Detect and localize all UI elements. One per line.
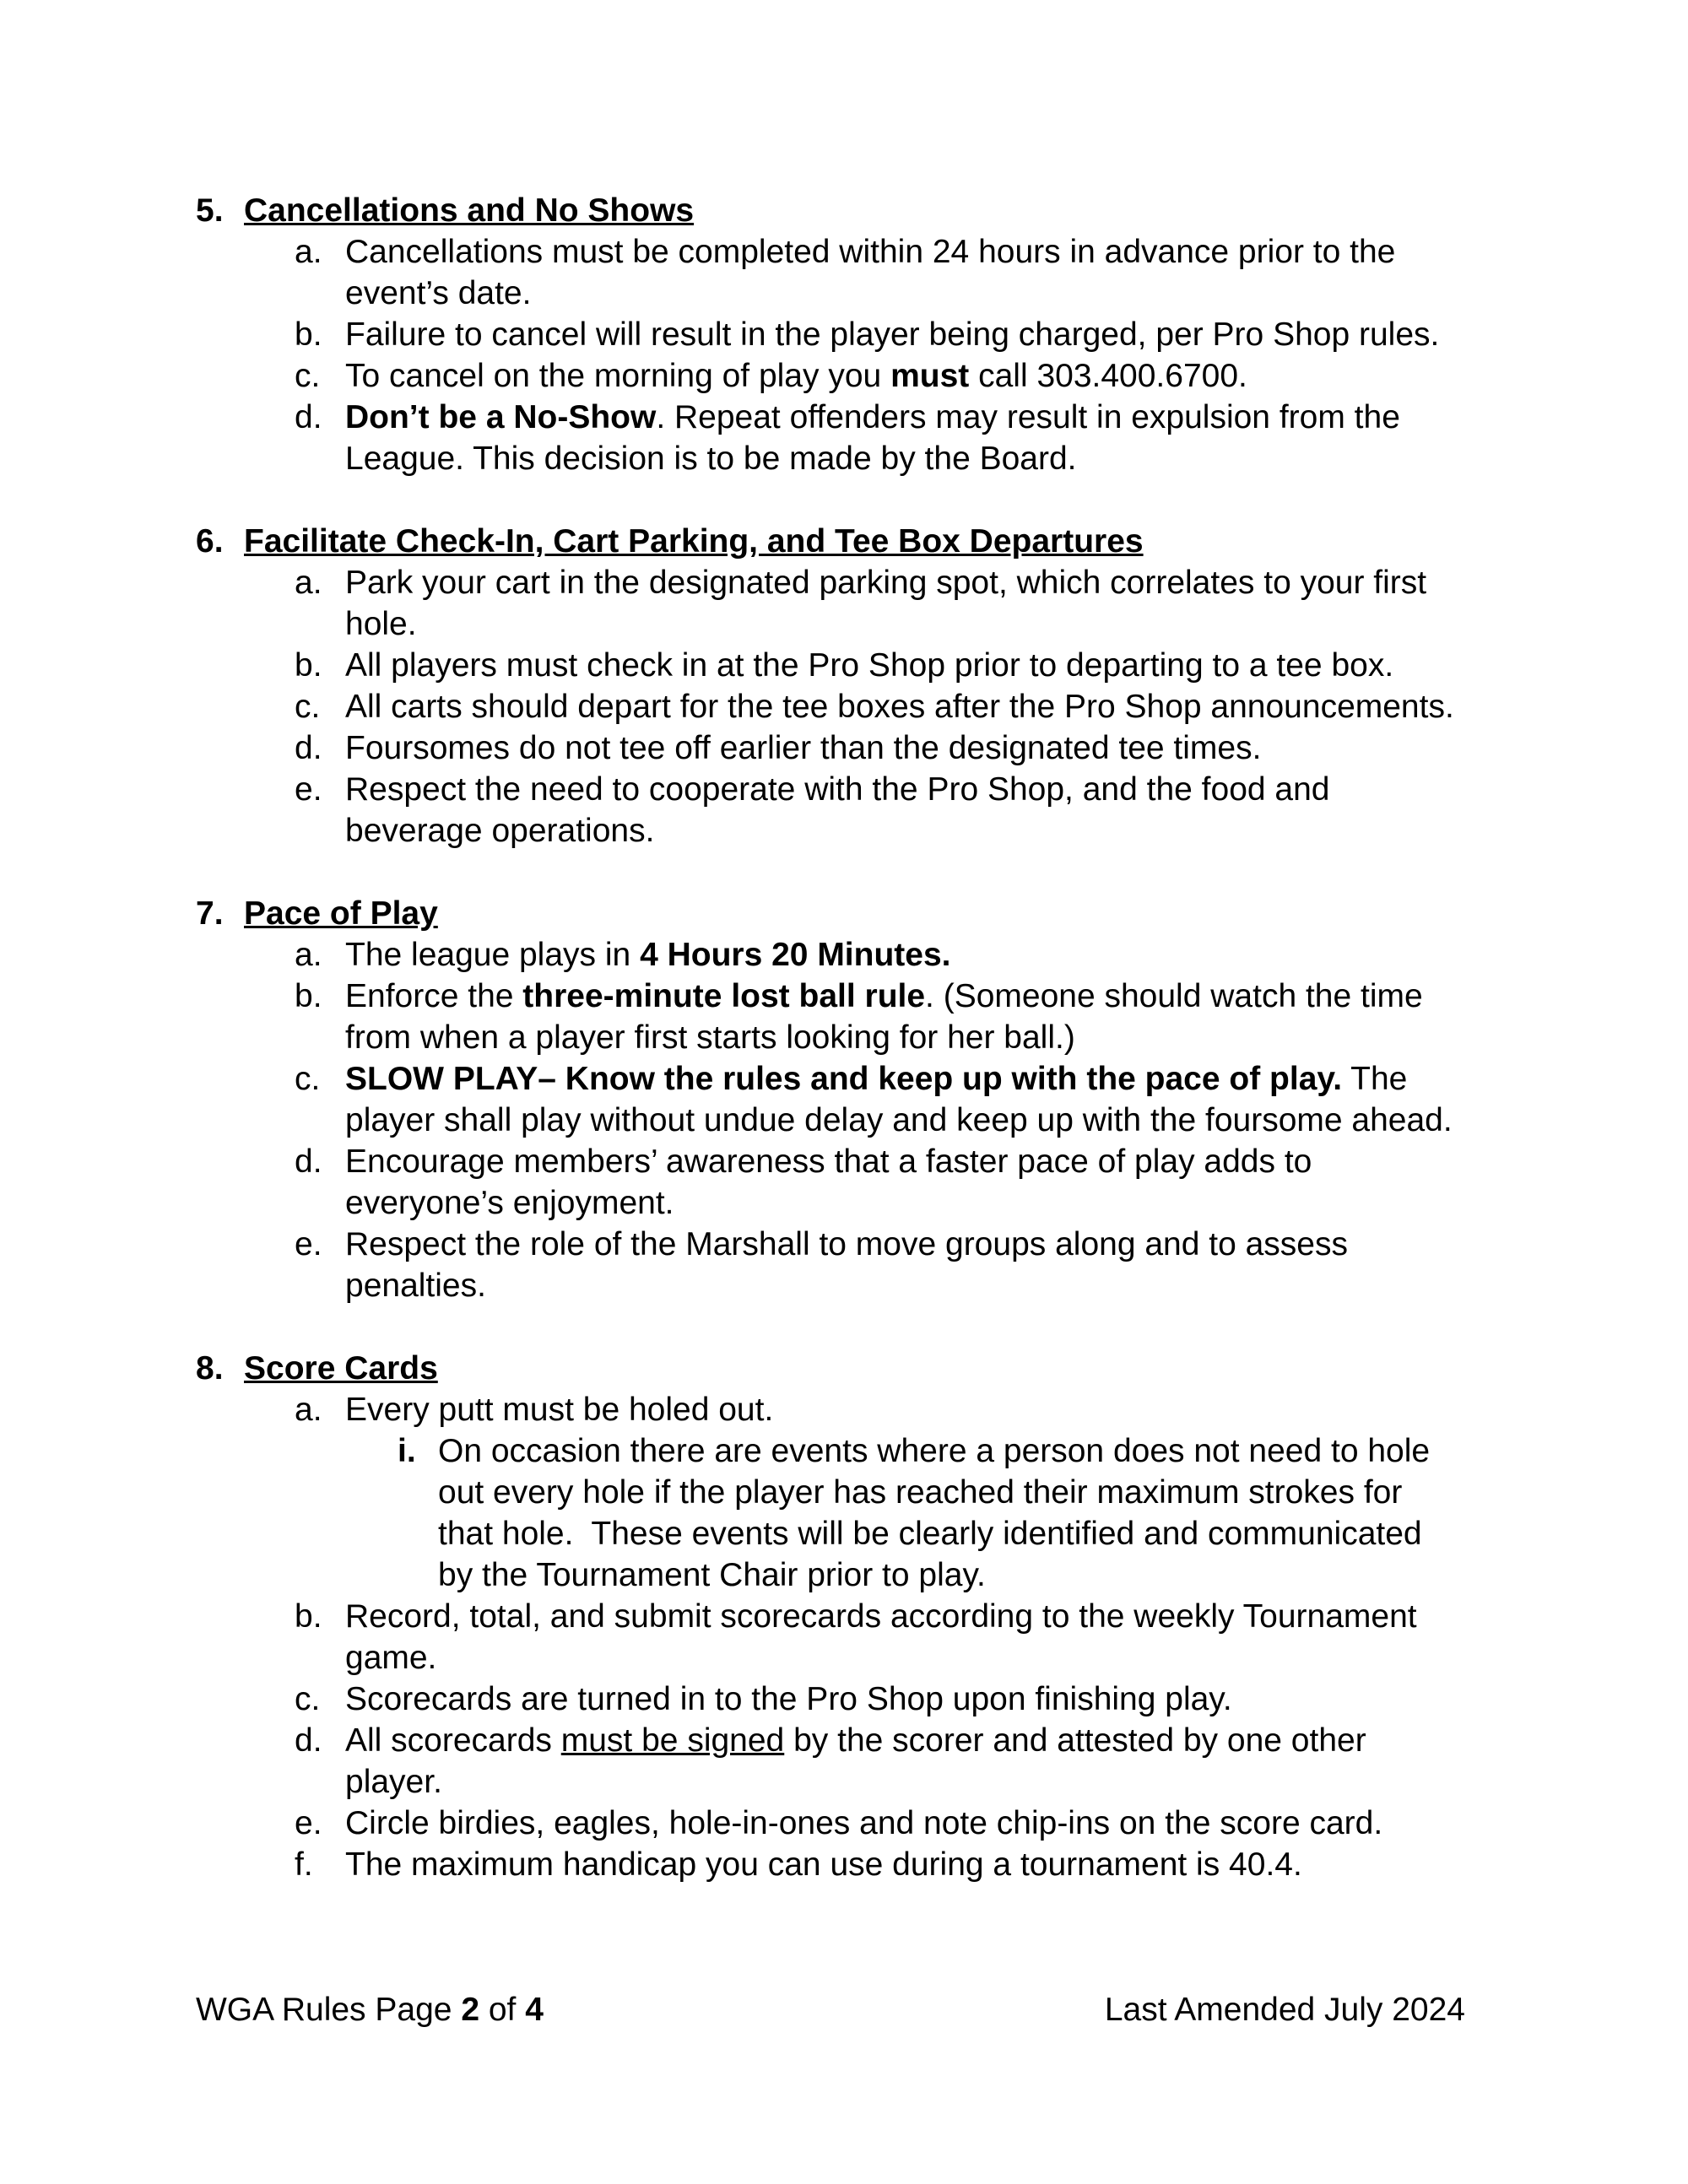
list-item-text: [345, 769, 1465, 851]
section-title: Pace of Play: [244, 895, 438, 932]
list-item-text: [345, 1803, 1465, 1844]
list-item: [295, 727, 1465, 769]
section-heading: [196, 1348, 1465, 1389]
section-number: 5.: [196, 192, 224, 229]
text-run: To cancel on the morning of play you: [345, 358, 891, 394]
sub-list-item: [398, 1430, 1465, 1596]
list-item-text: [345, 686, 1465, 727]
text-run: three-minute lost ball rule: [522, 978, 926, 1014]
text-run: by the scorer and attested by one other player.: [345, 1722, 1366, 1800]
list-item-label: f.: [295, 1846, 313, 1883]
rules-section: [196, 190, 1465, 479]
list-item-text: [345, 1679, 1465, 1720]
list-item-label: a.: [295, 565, 322, 601]
section-number: 7.: [196, 895, 224, 932]
text-run: call 303.400.6700.: [969, 358, 1247, 394]
list-item-text: [345, 355, 1465, 397]
section-title: Score Cards: [244, 1350, 438, 1387]
list-item-label: a.: [295, 937, 322, 973]
footer-right: Last Amended July 2024: [1104, 1992, 1465, 2028]
list-item-label: c.: [295, 689, 321, 725]
list-item-text: [345, 231, 1465, 314]
text-run: All players must check in at the Pro Shop prior to departing to a tee box.: [345, 647, 1394, 684]
list-item-text: [345, 645, 1465, 686]
text-run: All carts should depart for the tee boxes after the Pro Shop announcements.: [345, 689, 1454, 725]
text-run: Encourage members’ awareness that a faster pace of play adds to everyone’s enjoyment.: [345, 1143, 1312, 1221]
list-item-text: [345, 1141, 1465, 1224]
sub-list-item-label: i.: [398, 1433, 416, 1469]
text-run: . (Someone should watch the time from when a player first starts looking for her ball.): [345, 978, 1423, 1056]
section-title: Facilitate Check-In, Cart Parking, and Tee Box Departures: [244, 523, 1144, 560]
list-item-label: b.: [295, 1598, 322, 1635]
text-run: Enforce the: [345, 978, 523, 1014]
list-item-text: [345, 562, 1465, 645]
text-run: Every putt must be holed out.: [345, 1392, 774, 1428]
list-item: [295, 314, 1465, 355]
list-item-label: d.: [295, 1143, 322, 1180]
list-item-text: [345, 1720, 1465, 1803]
text-run: Failure to cancel will result in the player being charged, per Pro Shop rules.: [345, 316, 1440, 353]
section-number: 8.: [196, 1350, 224, 1387]
list-item: [295, 397, 1465, 479]
sub-list-item-text: [438, 1430, 1465, 1596]
text-run: must: [890, 358, 970, 394]
sections: [196, 190, 1465, 1885]
list-item: [295, 769, 1465, 851]
section-number: 6.: [196, 523, 224, 560]
text-run: Respect the role of the Marshall to move groups along and to assess penalties.: [345, 1226, 1348, 1304]
list-item-text: [345, 727, 1465, 769]
list-item-label: a.: [295, 234, 322, 270]
list-item: [295, 686, 1465, 727]
list-item: [295, 1058, 1465, 1141]
rules-section: [196, 521, 1465, 851]
section-heading: [196, 521, 1465, 562]
list-item-label: d.: [295, 399, 322, 435]
text-run: The maximum handicap you can use during a tournament is 40.4.: [345, 1846, 1302, 1883]
list-item: [295, 976, 1465, 1058]
list-item-label: b.: [295, 647, 322, 684]
list-item: [295, 355, 1465, 397]
list-item: [295, 645, 1465, 686]
text-run: Park your cart in the designated parking spot, which correlates to your first hole.: [345, 565, 1427, 642]
text-run: 2: [461, 1992, 480, 2028]
list-item-text: [345, 397, 1465, 479]
text-run: Respect the need to cooperate with the Pro Shop, and the food and beverage operations.: [345, 771, 1330, 849]
list-item-label: c.: [295, 358, 321, 394]
text-run: 4 Hours 20 Minutes.: [640, 937, 951, 973]
text-run: Don’t be a No-Show: [345, 399, 657, 435]
list-item-text: [345, 1844, 1465, 1885]
list-item: [295, 934, 1465, 976]
text-run: 4: [525, 1992, 544, 2028]
list-item: [295, 1679, 1465, 1720]
list-item: [295, 1803, 1465, 1844]
footer-left: [196, 1989, 544, 2030]
list-item-label: a.: [295, 1392, 322, 1428]
list-item-label: b.: [295, 978, 322, 1014]
list-item-text: [345, 1596, 1465, 1679]
list-item-text: [345, 934, 1465, 976]
section-heading: [196, 190, 1465, 231]
list-item-label: d.: [295, 730, 322, 766]
text-run: must be signed: [560, 1722, 785, 1759]
list-item-text: [345, 1389, 1465, 1596]
text-run: The player shall play without undue delay and keep up with the foursome ahead.: [345, 1061, 1453, 1138]
text-run: Record, total, and submit scorecards according to the weekly Tournament game.: [345, 1598, 1417, 1676]
list-item: [295, 1596, 1465, 1679]
list-item-label: e.: [295, 1226, 322, 1262]
list-item-label: e.: [295, 1805, 322, 1841]
list-item: [295, 1224, 1465, 1306]
list-item-label: c.: [295, 1681, 321, 1717]
text-run: Cancellations must be completed within 24 hours in advance prior to the event’s date.: [345, 234, 1396, 311]
list-item-label: b.: [295, 316, 322, 353]
list-item: [295, 1844, 1465, 1885]
document-body: [196, 190, 1465, 1885]
text-run: Circle birdies, eagles, hole-in-ones and note chip-ins on the score card.: [345, 1805, 1383, 1841]
text-run: The league plays in: [345, 937, 641, 973]
list-item-label: d.: [295, 1722, 322, 1759]
page-footer: [196, 1989, 1465, 2030]
list-item-label: c.: [295, 1061, 321, 1097]
list-item: [295, 231, 1465, 314]
list-item-label: e.: [295, 771, 322, 808]
text-run: WGA Rules Page: [196, 1992, 462, 2028]
text-run: . Repeat offenders may result in expulsion from the League. This decision is to be made by the Board.: [345, 399, 1400, 477]
list-item-text: [345, 314, 1465, 355]
list-item: [295, 1720, 1465, 1803]
text-run: On occasion there are events where a person does not need to hole out every hole if the player has reached their maximum strokes for that hole. These events will be clearly identified and communicated by the Tournament Chair prior to play.: [438, 1433, 1431, 1593]
rules-section: [196, 893, 1465, 1306]
list-item: [295, 1141, 1465, 1224]
list-item-text: [345, 976, 1465, 1058]
text-run: Scorecards are turned in to the Pro Shop upon finishing play.: [345, 1681, 1232, 1717]
section-heading: [196, 893, 1465, 934]
list-item: [295, 562, 1465, 645]
list-item-text: [345, 1224, 1465, 1306]
list-item: [295, 1389, 1465, 1596]
text-run: of: [479, 1992, 526, 2028]
text-run: SLOW PLAY– Know the rules and keep up with the pace of play.: [345, 1061, 1343, 1097]
list-item-text: [345, 1058, 1465, 1141]
rules-section: [196, 1348, 1465, 1885]
text-run: All scorecards: [345, 1722, 561, 1759]
section-title: Cancellations and No Shows: [244, 192, 695, 229]
text-run: Foursomes do not tee off earlier than the designated tee times.: [345, 730, 1262, 766]
